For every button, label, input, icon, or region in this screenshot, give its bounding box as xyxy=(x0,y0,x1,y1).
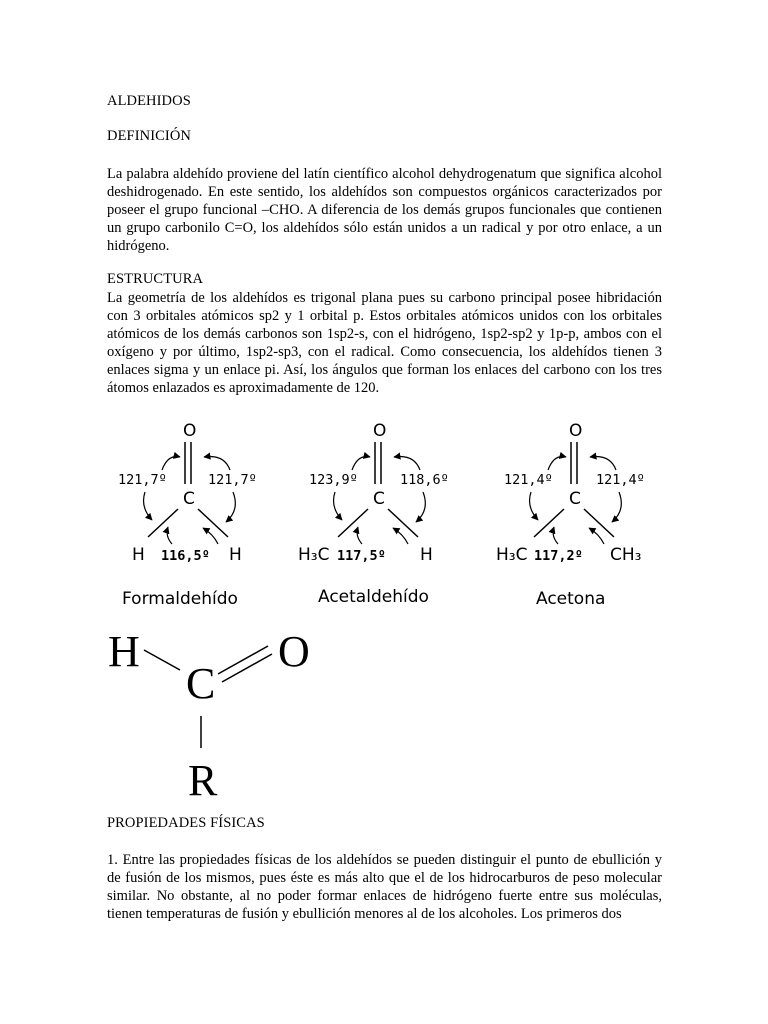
radical-r: R xyxy=(188,756,218,805)
bottom-angle-label: 117,2º xyxy=(534,548,583,564)
definition-heading: DEFINICIÓN xyxy=(107,128,191,144)
h-c-bond xyxy=(144,650,180,670)
right-atom: H xyxy=(229,545,242,565)
bottom-angle-label: 116,5º xyxy=(161,548,210,564)
oxygen-atom: O xyxy=(569,421,583,441)
molecule-name: Acetaldehído xyxy=(318,587,429,607)
left-angle-label: 121,4º xyxy=(504,472,553,488)
hydrogen-atom: H xyxy=(108,627,140,676)
oxygen-atom: O xyxy=(183,421,197,441)
molecule-acetona xyxy=(496,421,645,609)
carbon-atom: C xyxy=(183,489,195,509)
oxygen-atom: O xyxy=(373,421,387,441)
bond-angle-diagram xyxy=(100,412,680,612)
right-angle-label: 118,6º xyxy=(400,472,449,488)
properties-paragraph: 1. Entre las propiedades físicas de los aldehídos se pueden distinguir el punto de ebullición y de fusión de los mismos, pues éste es más alto que el de los hidrocarburos de peso molecular similar. No obstante, al no poder formar enlaces de hidrógeno fuerte entre sus moléculas, tienen temperaturas de fusión y ebullición menores al de los alcoholes. Los primeros dos xyxy=(107,852,662,922)
molecule-acetaldehido xyxy=(298,421,449,607)
molecule-name: Formaldehído xyxy=(122,589,238,609)
document-title: ALDEHIDOS xyxy=(107,93,191,109)
molecule-name: Acetona xyxy=(536,589,606,609)
aldehyde-general-structure xyxy=(100,620,340,810)
left-angle-label: 123,9º xyxy=(309,472,358,488)
bottom-angle-label: 117,5º xyxy=(337,548,386,564)
carbon-atom: C xyxy=(569,489,581,509)
left-atom: H₃C xyxy=(298,545,330,565)
definition-paragraph: La palabra aldehído proviene del latín científico alcohol dehydrogenatum que significa alcohol deshidrogenado. En este sentido, los aldehídos son compuestos orgánicos caracterizados por poseer el grupo funcional –CHO. A diferencia de los demás grupos funcionales que contienen un grupo carbonilo C=O, los aldehídos sólo están unidos a un radical y por otro enlace, a un hidrógeno. xyxy=(107,166,662,254)
left-atom: H xyxy=(132,545,145,565)
right-atom: CH₃ xyxy=(610,545,642,565)
molecule-formaldehido xyxy=(118,421,257,609)
right-angle-label: 121,4º xyxy=(596,472,645,488)
carbon-atom: C xyxy=(186,659,216,708)
properties-heading: PROPIEDADES FÍSICAS xyxy=(107,815,265,831)
left-atom: H₃C xyxy=(496,545,528,565)
right-atom: H xyxy=(420,545,433,565)
structure-paragraph: La geometría de los aldehídos es trigonal plana pues su carbono principal posee hibridación con 3 orbitales atómicos sp2 y 1 orbital p. Estos orbitales atómicos unidos con los orbitales atómicos de los demás carbonos son 1sp2-s, con el hidrógeno, 1sp2-sp2 y 1p-p, ambos con el oxígeno y por último, 1sp2-sp3, con el radical. Como consecuencia, los aldehídos tienen 3 enlaces sigma y un enlace pi. Así, los ángulos que forman los enlaces del carbono con los tres átomos enlazados es aproximadamente de 120. xyxy=(107,290,662,396)
left-angle-label: 121,7º xyxy=(118,472,167,488)
structure-heading: ESTRUCTURA xyxy=(107,271,204,287)
oxygen-atom: O xyxy=(278,627,310,676)
right-angle-label: 121,7º xyxy=(208,472,257,488)
carbon-atom: C xyxy=(373,489,385,509)
